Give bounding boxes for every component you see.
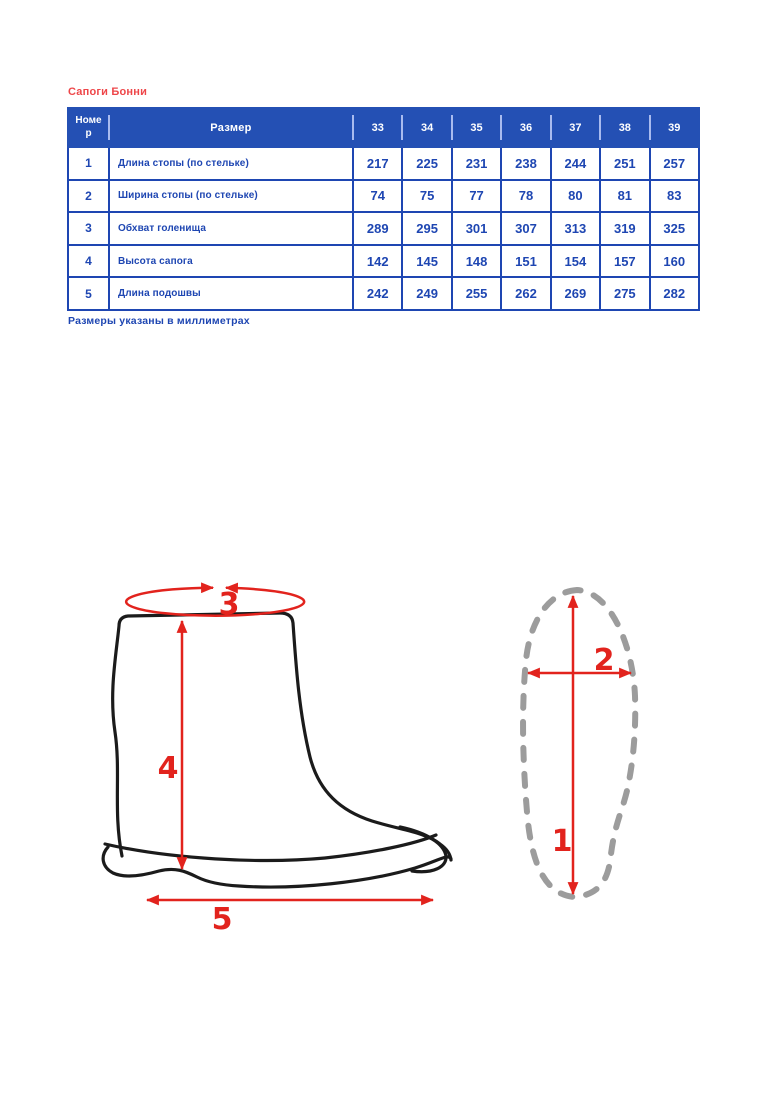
label-sole-length: 5 [211,902,233,937]
size-value: 242 [353,277,402,310]
label-shaft-girth: 3 [218,587,240,622]
size-column-header: 33 [353,108,402,147]
size-value: 325 [650,212,699,245]
boot-upper-outline [113,613,451,860]
size-value: 257 [650,147,699,180]
size-value: 289 [353,212,402,245]
size-value: 78 [501,180,550,213]
size-column-header: 38 [600,108,649,147]
units-footnote: Размеры указаны в миллиметрах [68,315,250,327]
size-value: 238 [501,147,550,180]
page-title: Сапоги Бонни [68,86,148,98]
row-number: 3 [68,212,109,245]
size-value: 319 [600,212,649,245]
row-label: Длина стопы (по стельке) [109,147,353,180]
row-label: Высота сапога [109,245,353,278]
size-column-header: 34 [402,108,451,147]
size-column-header: 35 [452,108,501,147]
size-value: 307 [501,212,550,245]
size-table-container [67,107,700,311]
size-value: 77 [452,180,501,213]
size-value: 249 [402,277,451,310]
size-value: 160 [650,245,699,278]
table-row [68,245,699,278]
shaft-girth-ellipse-arrow [126,588,304,616]
row-number: 4 [68,245,109,278]
size-table [67,107,700,311]
table-row [68,212,699,245]
table-row [68,147,699,180]
size-value: 295 [402,212,451,245]
size-value: 251 [600,147,649,180]
size-column-header: 39 [650,108,699,147]
size-value: 151 [501,245,550,278]
row-label: Ширина стопы (по стельке) [109,180,353,213]
size-value: 255 [452,277,501,310]
size-value: 74 [353,180,402,213]
label-foot-width: 2 [593,643,615,678]
size-column-header-label: Размер [109,108,353,147]
boot-measurement-diagram [100,560,680,952]
boot-sketch [103,613,451,887]
size-value: 81 [600,180,649,213]
row-label: Длина подошвы [109,277,353,310]
size-value: 262 [501,277,550,310]
size-value: 217 [353,147,402,180]
size-value: 75 [402,180,451,213]
size-column-header: 36 [501,108,550,147]
size-value: 83 [650,180,699,213]
table-body [68,147,699,310]
boot-sole-top-line [105,835,436,860]
size-value: 142 [353,245,402,278]
size-value: 154 [551,245,600,278]
size-value: 145 [402,245,451,278]
size-value: 225 [402,147,451,180]
number-column-header: Номер [68,108,109,147]
size-value: 313 [551,212,600,245]
row-label: Обхват голенища [109,212,353,245]
footprint-outline [523,590,635,897]
size-column-header: 37 [551,108,600,147]
size-value: 231 [452,147,501,180]
size-value: 80 [551,180,600,213]
table-row [68,277,699,310]
size-value: 282 [650,277,699,310]
row-number: 1 [68,147,109,180]
table-head-row [68,108,699,147]
label-foot-length: 1 [551,824,573,859]
row-number: 2 [68,180,109,213]
size-value: 301 [452,212,501,245]
row-number: 5 [68,277,109,310]
size-value: 148 [452,245,501,278]
size-value: 269 [551,277,600,310]
size-value: 275 [600,277,649,310]
size-value: 244 [551,147,600,180]
table-row [68,180,699,213]
size-value: 157 [600,245,649,278]
label-boot-height: 4 [157,751,179,786]
